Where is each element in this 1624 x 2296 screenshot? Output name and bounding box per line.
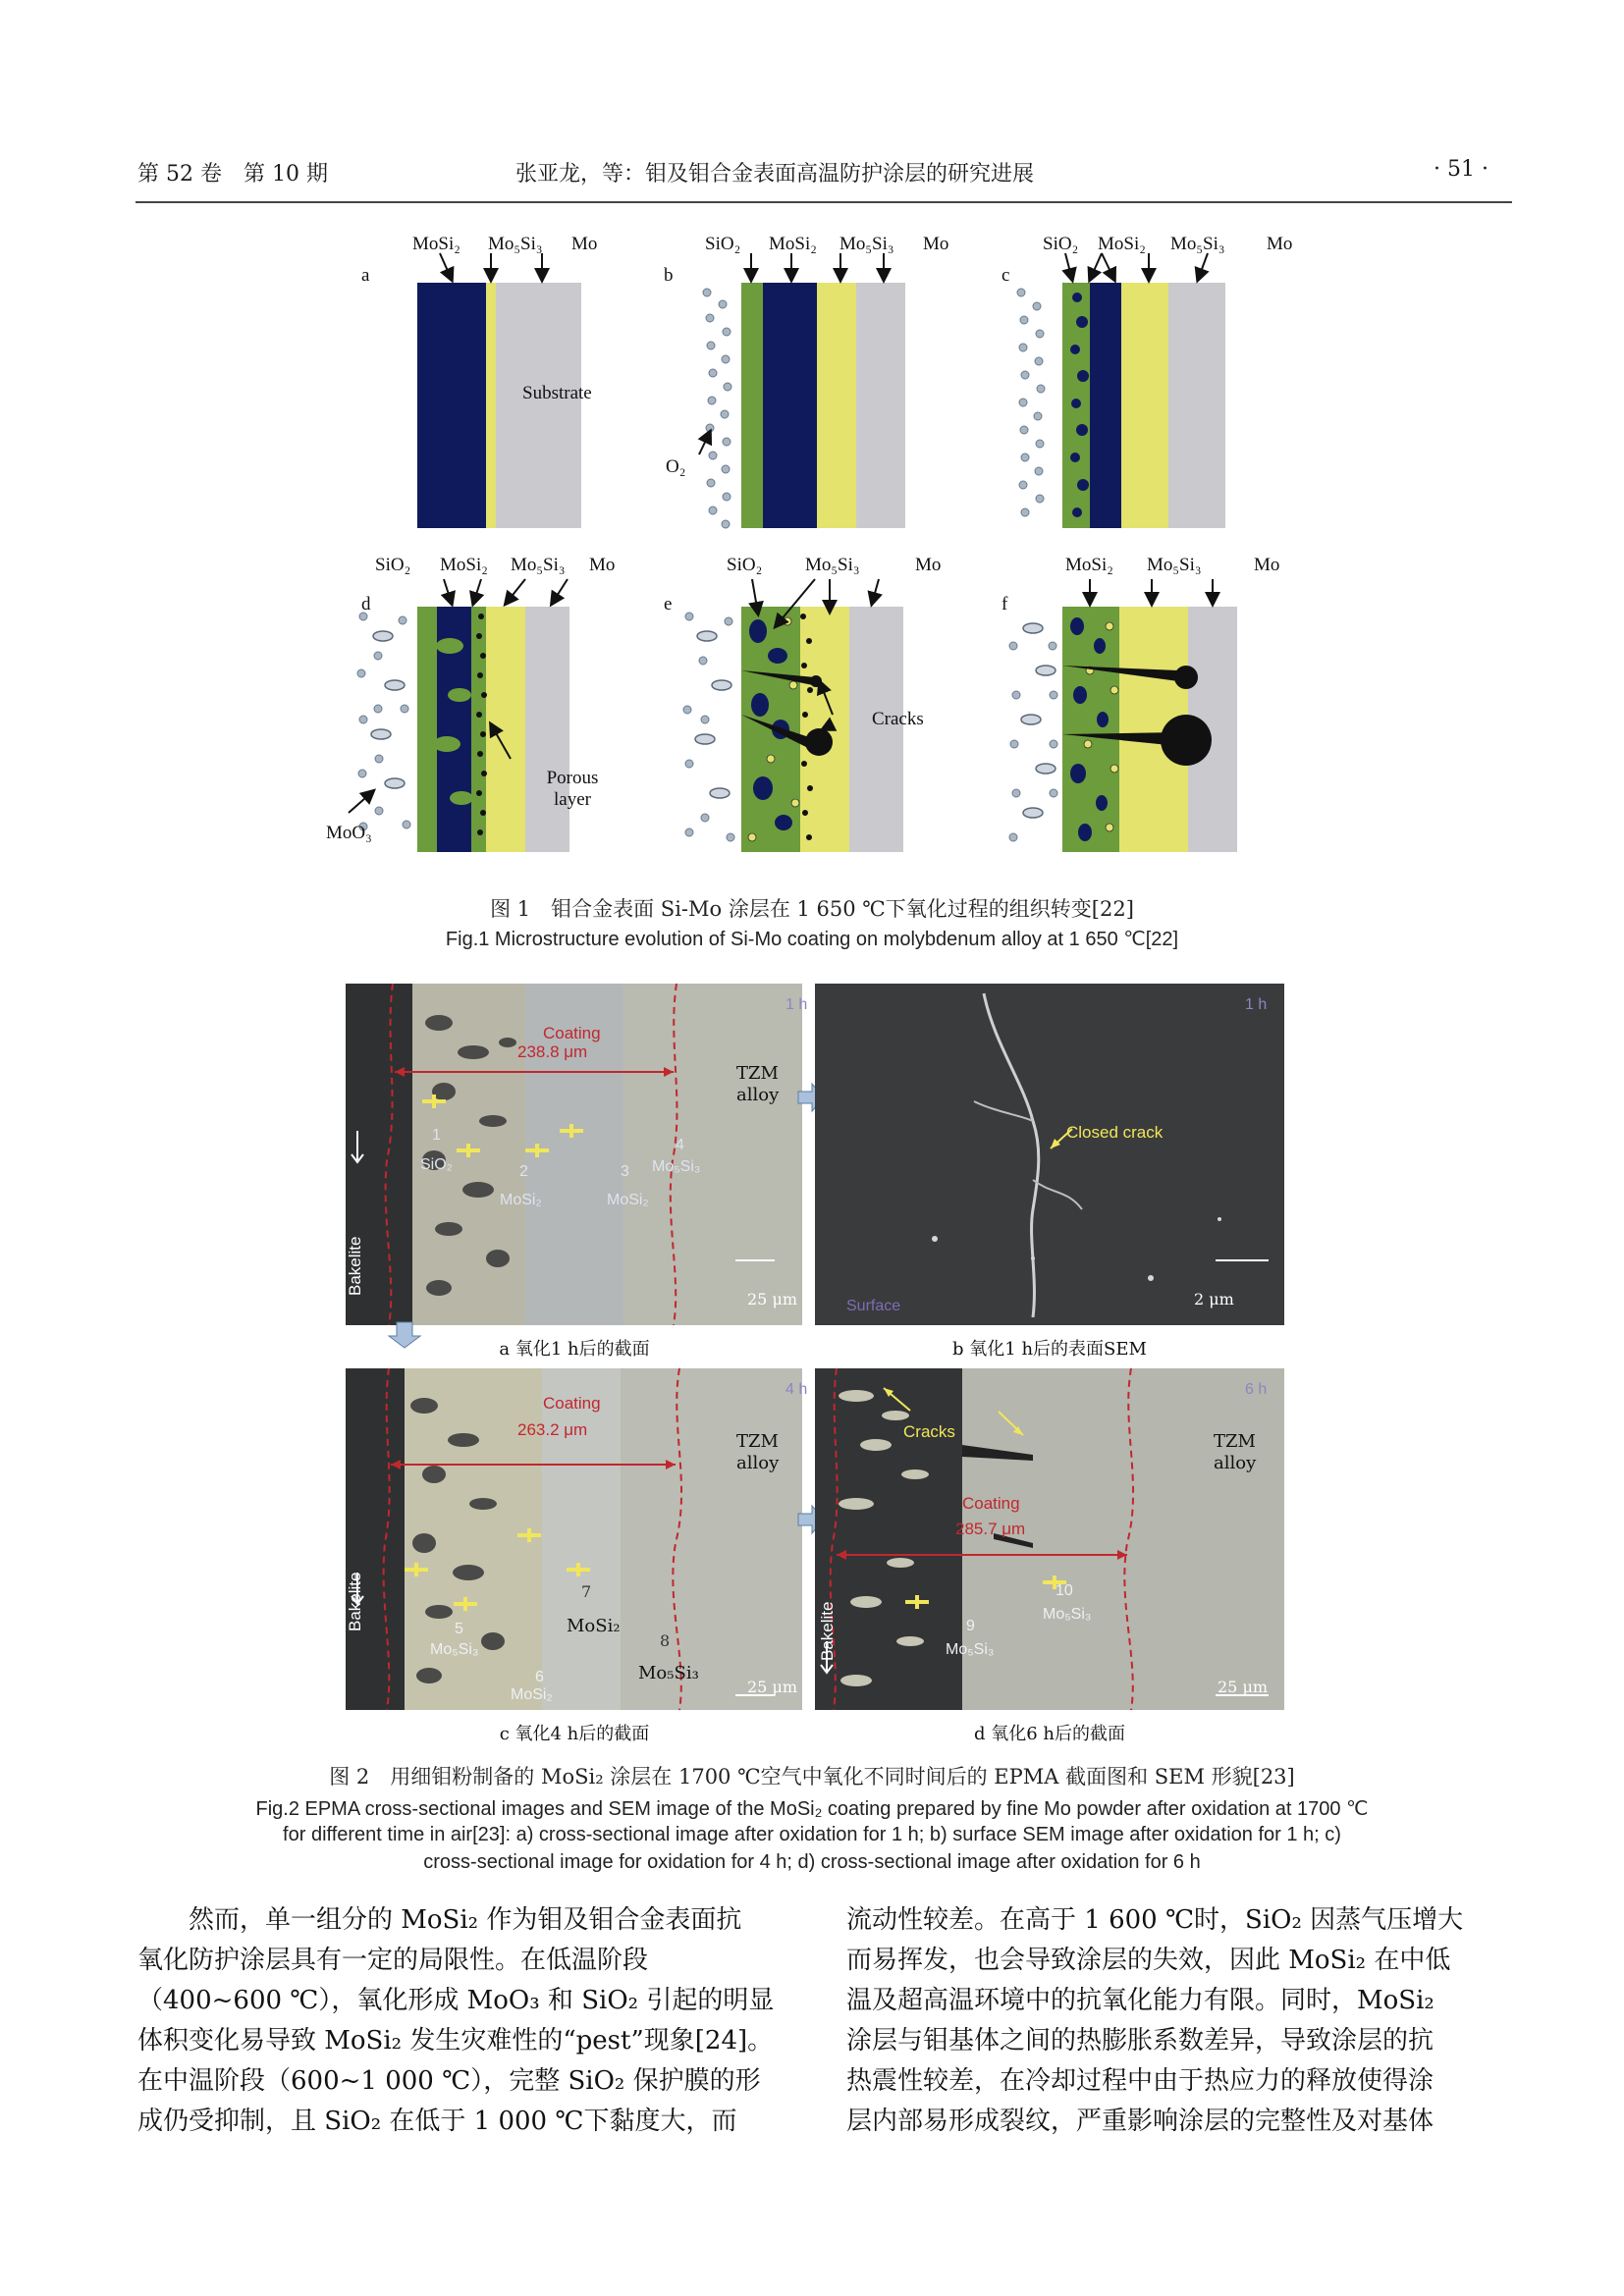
fig1-e-mo5si3: Mo₅Si₃: [805, 555, 860, 575]
fig2-d-alloy: TZM alloy: [1214, 1431, 1257, 1473]
fig2-c-p7: 7: [581, 1582, 592, 1601]
body-left-line-3: （400~600 ℃），氧化形成 MoO₃ 和 SiO₂ 引起的明显: [137, 1986, 775, 2015]
mosi2-layer: [417, 283, 486, 528]
fig2-b-surface: Surface: [846, 1298, 901, 1314]
body-right-line-2: 而易挥发，也会导致涂层的失效，因此 MoSi₂ 在中低: [846, 1946, 1451, 1975]
fig1-panel-e: [683, 579, 903, 852]
fig1-panel-f: [1009, 579, 1237, 852]
body-left-line-5: 在中温阶段（600~1 000 ℃），完整 SiO₂ 保护膜的形: [137, 2066, 761, 2096]
fig1-a-substrate: Substrate: [522, 383, 592, 403]
fig2-a-time: 1 h: [785, 996, 808, 1013]
fig1-d-mo5si3: Mo₅Si₃: [511, 555, 566, 575]
fig1-b-sio2: SiO₂: [705, 234, 741, 254]
body-right-line-1: 流动性较差。在高于 1 600 ℃时，SiO₂ 因蒸气压增大: [846, 1905, 1464, 1935]
fig2-caption-cn: 图 2 用细钼粉制备的 MoSi₂ 涂层在 1700 ℃空气中氧化不同时间后的 EPMA 截面图和 SEM 形貌[23]: [329, 1765, 1295, 1789]
fig2-c-scale: 25 μm: [747, 1678, 798, 1696]
fig2-a-p3: 3: [621, 1163, 629, 1180]
fig1-c-mosi2: MoSi₂: [1098, 234, 1146, 254]
fig1-d-moo3: MoO₃: [326, 823, 372, 843]
fig1-a-mo: Mo: [571, 234, 598, 254]
running-title: 张亚龙，等：钼及钼合金表面高温防护涂层的研究进展: [515, 162, 1035, 187]
fig2-a-p4: 4: [676, 1137, 684, 1153]
fig1-letter-d: d: [361, 594, 371, 614]
fig2-c-p5-phase: Mo₅Si₃: [430, 1641, 479, 1658]
fig1-e-mo: Mo: [915, 555, 942, 575]
fig1-caption-cn: 图 1 钼合金表面 Si-Mo 涂层在 1 650 ℃下氧化过程的组织转变[22]: [490, 897, 1134, 921]
fig2-d-coating: Coating: [962, 1494, 1020, 1513]
fig2-b-scale: 2 μm: [1194, 1290, 1234, 1308]
fig1-a-mosi2: MoSi₂: [412, 234, 460, 254]
fig2-a-alloy: TZM alloy: [736, 1063, 780, 1105]
fig2-a-p1-phase: SiO₂: [420, 1156, 453, 1173]
mo5si3-layer: [486, 283, 496, 528]
body-column-left: [137, 1900, 795, 2142]
fig2-b-crack: Closed crack: [1066, 1123, 1164, 1142]
fig2-d-label: d 氧化6 h后的截面: [973, 1724, 1125, 1744]
fig1-e-sio2: SiO₂: [727, 555, 763, 575]
fig2-c-p5: 5: [455, 1621, 463, 1637]
fig2-panel-d: [815, 1368, 1284, 1710]
fig1-b-mo5si3: Mo₅Si₃: [839, 234, 894, 254]
fig2-caption-en-1: Fig.2 EPMA cross-sectional images and SEM image of the MoSi₂ coating prepared by fine Mo powder after oxidation at 1700 ℃: [255, 1798, 1369, 1820]
fig2-d-thickness: 285.7 μm: [955, 1520, 1026, 1538]
fig2-a-p2: 2: [519, 1163, 528, 1180]
body-right-line-6: 层内部易形成裂纹，严重影响涂层的完整性及对基体: [846, 2107, 1435, 2136]
fig2-a-label: a 氧化1 h后的截面: [499, 1339, 650, 1360]
page-number: · 51 ·: [1434, 157, 1489, 182]
fig2-d-bakelite: Bakelite: [818, 1601, 837, 1661]
fig1-b-mosi2: MoSi₂: [769, 234, 817, 254]
body-column-right: [846, 1900, 1499, 2142]
body-left-line-2: 氧化防护涂层具有一定的局限性。在低温阶段: [137, 1946, 649, 1975]
fig2-d-scale: 25 μm: [1218, 1678, 1269, 1696]
fig2-b-label: b 氧化1 h后的表面SEM: [952, 1339, 1147, 1360]
fig1-letter-f: f: [1001, 594, 1008, 614]
fig1-panel-b: [699, 253, 905, 528]
fig2-a-scale: 25 μm: [747, 1290, 798, 1308]
fig2-panel-b: [815, 984, 1284, 1325]
fig2-c-time: 4 h: [785, 1381, 808, 1398]
fig2-a-coating: Coating: [543, 1024, 601, 1042]
fig2-d-p9: 9: [966, 1618, 975, 1634]
fig1-caption-en: Fig.1 Microstructure evolution of Si-Mo coating on molybdenum alloy at 1 650 ℃[22]: [445, 929, 1179, 950]
fig1-panel-d: [349, 579, 569, 852]
fig2-c-alloy: TZM alloy: [736, 1431, 780, 1473]
fig1-letter-a: a: [361, 265, 370, 286]
body-right-line-4: 涂层与钼基体之间的热膨胀系数差异，导致涂层的抗: [846, 2026, 1435, 2056]
fig2-d-p10: 10: [1056, 1582, 1073, 1599]
fig1-f-mo: Mo: [1254, 555, 1280, 575]
fig2-d-p10-phase: Mo₅Si₃: [1043, 1606, 1092, 1623]
fig2-c-thickness: 263.2 μm: [517, 1420, 588, 1439]
fig2-a-p1: 1: [432, 1127, 441, 1144]
fig2-c-p7-phase: MoSi₂: [567, 1616, 621, 1636]
fig1-c-mo5si3: Mo₅Si₃: [1170, 234, 1225, 254]
figure-1-schematic: [334, 224, 1335, 877]
header-rule: [135, 201, 1512, 203]
fig2-c-coating: Coating: [543, 1394, 601, 1413]
fig2-c-label: c 氧化4 h后的截面: [499, 1724, 650, 1744]
journal-volume: 第 52 卷 第 10 期: [137, 162, 328, 187]
fig1-d-sio2: SiO₂: [375, 555, 411, 575]
fig1-d-mo: Mo: [589, 555, 616, 575]
fig1-letter-b: b: [664, 265, 674, 286]
fig1-c-mo: Mo: [1267, 234, 1293, 254]
fig2-caption-en-2: for different time in air[23]: a) cross-sectional image after oxidation for 1 h; b) surface SEM image after oxidation for 1 h; c): [283, 1824, 1341, 1845]
fig1-panel-c: [1017, 253, 1225, 528]
fig2-a-p4-phase: Mo₅Si₃: [652, 1158, 701, 1175]
fig2-caption-en-3: cross-sectional image for oxidation for 4 h; d) cross-sectional image after oxidation for 6 h: [423, 1851, 1201, 1873]
body-left-line-1: 然而，单一组分的 MoSi₂ 作为钼及钼合金表面抗: [189, 1905, 742, 1935]
fig1-c-sio2: SiO₂: [1043, 234, 1079, 254]
fig2-d-p9-phase: Mo₅Si₃: [946, 1641, 995, 1658]
fig1-b-o2: O₂: [666, 456, 686, 477]
fig1-f-mo5si3: Mo₅Si₃: [1147, 555, 1202, 575]
fig1-d-mosi2: MoSi₂: [440, 555, 488, 575]
fig2-a-p2-phase: MoSi₂: [500, 1192, 542, 1208]
fig1-a-mo5si3: Mo₅Si₃: [488, 234, 543, 254]
fig1-letter-c: c: [1001, 265, 1010, 286]
fig2-a-bakelite: Bakelite: [346, 1236, 364, 1296]
fig1-f-mosi2: MoSi₂: [1065, 555, 1113, 575]
mo-substrate: [496, 283, 581, 528]
fig2-a-thickness: 238.8 μm: [517, 1042, 588, 1061]
body-left-line-4: 体积变化易导致 MoSi₂ 发生灾难性的“pest”现象[24]。: [137, 2026, 774, 2056]
body-left-line-6: 成仍受抑制，且 SiO₂ 在低于 1 000 ℃下黏度大，而: [137, 2107, 737, 2136]
fig2-d-cracks: Cracks: [903, 1422, 955, 1441]
body-right-line-3: 温及超高温环境中的抗氧化能力有限。同时，MoSi₂: [846, 1986, 1435, 2015]
fig2-c-p6-phase: MoSi₂: [511, 1686, 553, 1703]
fig1-e-cracks: Cracks: [872, 709, 924, 729]
fig2-b-time: 1 h: [1245, 996, 1268, 1013]
fig2-c-p8: 8: [660, 1631, 671, 1650]
fig2-c-p8-phase: Mo₅Si₃: [638, 1663, 699, 1683]
body-right-line-5: 热震性较差，在冷却过程中由于热应力的释放使得涂: [846, 2066, 1435, 2096]
fig1-d-porous-layer: Porous layer: [546, 768, 599, 810]
fig2-c-bakelite: Bakelite: [346, 1572, 364, 1631]
fig2-d-time: 6 h: [1245, 1381, 1268, 1398]
fig2-c-p6: 6: [535, 1669, 544, 1685]
fig2-a-p3-phase: MoSi₂: [607, 1192, 649, 1208]
fig1-b-mo: Mo: [923, 234, 949, 254]
fig1-letter-e: e: [664, 594, 673, 614]
